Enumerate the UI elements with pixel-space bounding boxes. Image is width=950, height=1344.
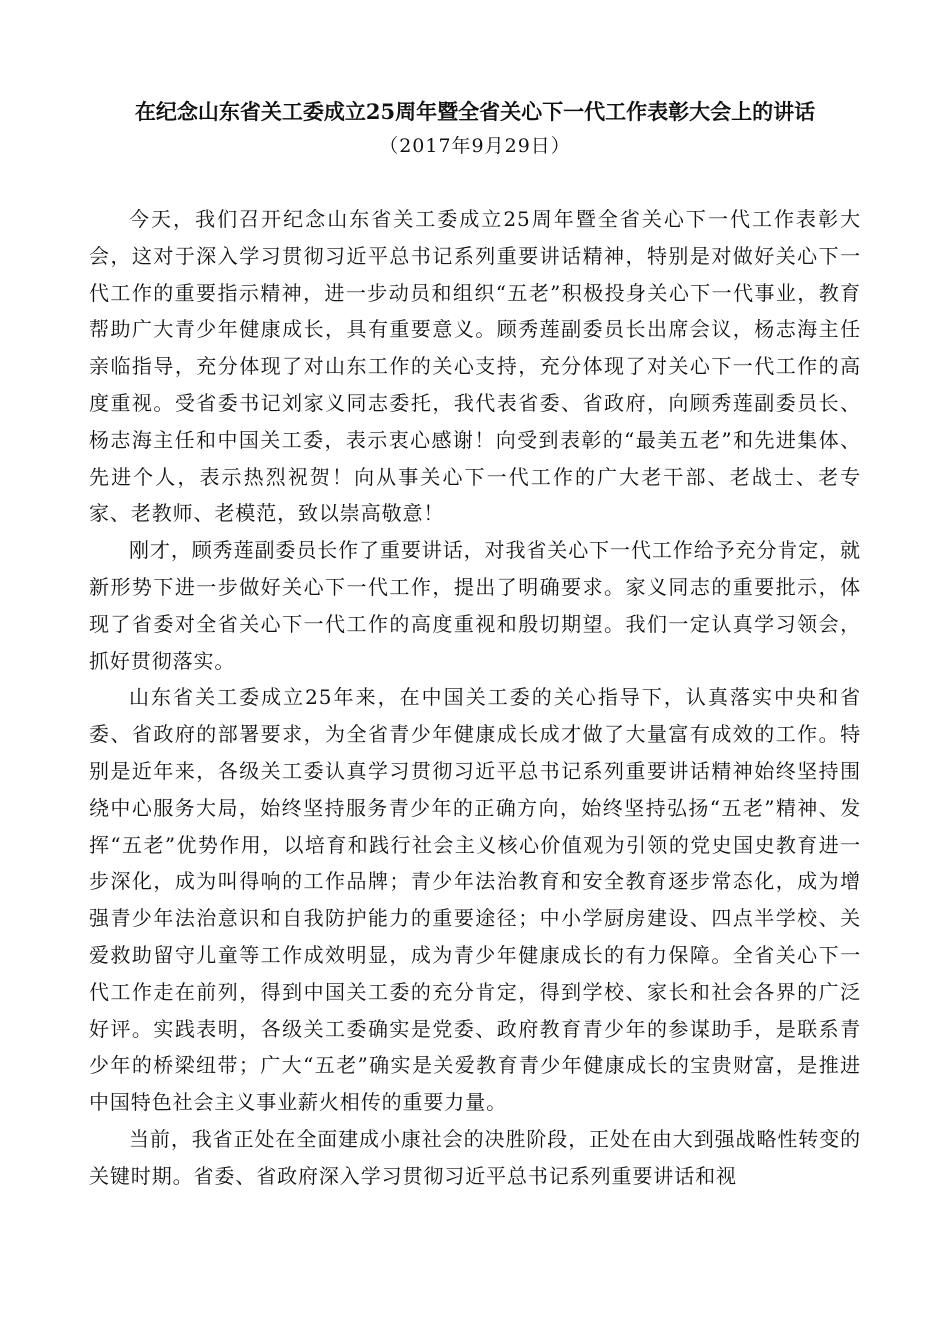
speech-date: （2017年9月29日） <box>379 135 571 157</box>
paragraph-current-situation: 当前，我省正处在全面建成小康社会的决胜阶段，正处在由大到强战略性转变的关键时期。省委、省政府深入学习贯彻习近平总书记系列重要讲话和视 <box>89 1126 861 1188</box>
paragraph-opening: 今天，我们召开纪念山东省关工委成立25周年暨全省关心下一代工作表彰大会，这对于深入学习贯彻习近平总书记系列重要讲话精神，特别是对做好关心下一代工作的重要指示精神，进一步动员和组织“五老”积极投身关心下一代事业，教育帮助广大青少年健康成长，具有重要意义。顾秀莲副委员长出席会议，杨志海主任亲临指导，充分体现了对山东工作的关心支持，充分体现了对关心下一代工作的高度重视。受省委书记刘家义同志委托，我代表省委、省政府，向顾秀莲副委员长、杨志海主任和中国关工委，表示衷心感谢！向受到表彰的“最美五老”和先进集体、先进个人，表示热烈祝贺！向从事关心下一代工作的广大老干部、老战士、老专家、老教师、老模范，致以崇高敬意！ <box>89 207 861 526</box>
document-title: 在纪念山东省关工委成立25周年暨全省关心下一代工作表彰大会上的讲话 <box>134 99 816 124</box>
document-body <box>89 201 861 1195</box>
paragraph-response: 刚才，顾秀莲副委员长作了重要讲话，对我省关心下一代工作给予充分肯定，就新形势下进一步做好关心下一代工作，提出了明确要求。家义同志的重要批示，体现了省委对全省关心下一代工作的高度重视和殷切期望。我们一定认真学习领会，抓好贯彻落实。 <box>89 538 861 673</box>
paragraph-achievements: 山东省关工委成立25年来，在中国关工委的关心指导下，认真落实中央和省委、省政府的部署要求，为全省青少年健康成长成才做了大量富有成效的工作。特别是近年来，各级关工委认真学习贯彻习近平总书记系列重要讲话精神始终坚持围绕中心服务大局，始终坚持服务青少年的正确方向，始终坚持弘扬“五老”精神、发挥“五老”优势作用，以培育和践行社会主义核心价值观为引领的党史国史教育进一步深化，成为叫得响的工作品牌；青少年法治教育和安全教育逐步常态化，成为增强青少年法治意识和自我防护能力的重要途径；中小学厨房建设、四点半学校、关爱救助留守儿童等工作成效明显，成为青少年健康成长的有力保障。全省关心下一代工作走在前列，得到中国关工委的充分肯定，得到学校、家长和社会各界的广泛好评。实践表明，各级关工委确实是党委、政府教育青少年的参谋助手，是联系青少年的桥梁纽带；广大“五老”确实是关爱教育青少年健康成长的宝贵财富，是推进中国特色社会主义事业薪火相传的重要力量。 <box>89 685 861 1115</box>
